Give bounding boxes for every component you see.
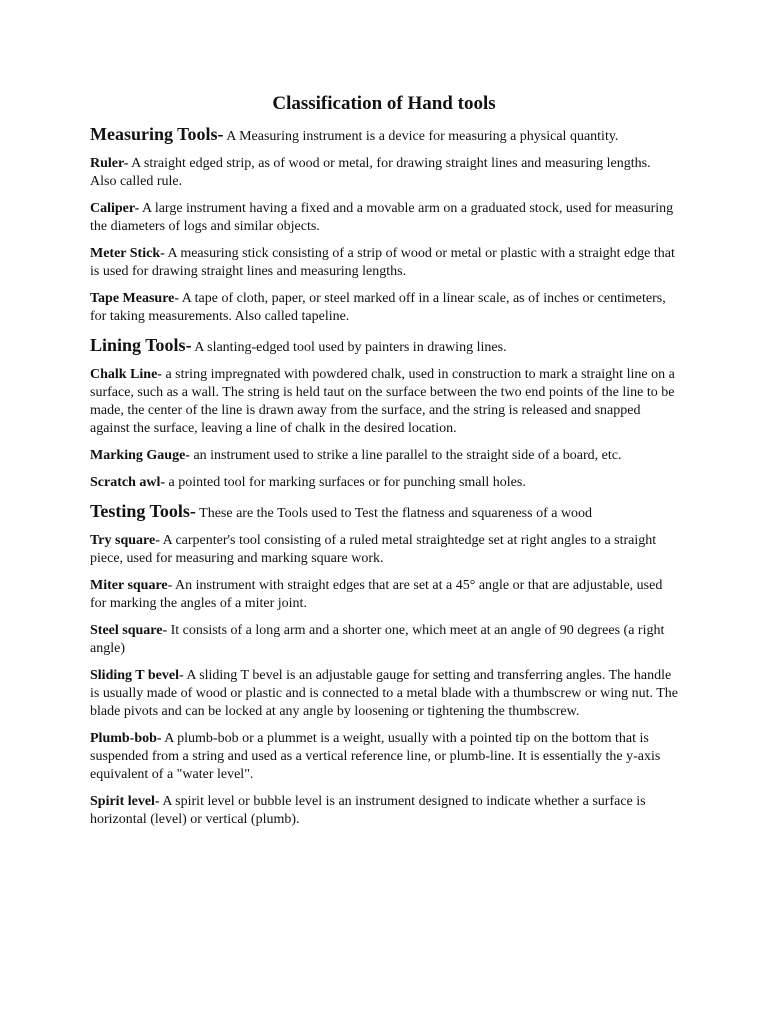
definition-entry — [90, 245, 678, 281]
term: Try square- — [90, 533, 160, 548]
definition-entry — [90, 447, 678, 465]
section-heading — [90, 124, 678, 147]
term: Ruler- — [90, 156, 129, 171]
definition-entry — [90, 290, 678, 326]
definition-entry — [90, 793, 678, 829]
definition-entry — [90, 622, 678, 658]
section-lining-tools — [90, 335, 678, 492]
definition-entry — [90, 532, 678, 568]
term: Meter Stick- — [90, 246, 165, 261]
definition: A plumb-bob or a plummet is a weight, usually with a pointed tip on the bottom that is suspended from a string and used as a vertical reference line, or plumb-line. It is essentially the y-axis equivalent of a "water level". — [90, 731, 661, 782]
term: Spirit level- — [90, 794, 160, 809]
section-testing-tools — [90, 501, 678, 829]
term: Sliding T bevel- — [90, 668, 184, 683]
definition-entry — [90, 667, 678, 721]
term: Miter square — [90, 578, 168, 593]
term: Chalk Line- — [90, 367, 162, 382]
term: Plumb-bob- — [90, 731, 162, 746]
definition: an instrument used to strike a line parallel to the straight side of a board, etc. — [189, 448, 622, 463]
term: Tape Measure- — [90, 291, 180, 306]
section-label: Measuring Tools- — [90, 124, 224, 144]
term: Caliper- — [90, 201, 140, 216]
definition-entry — [90, 155, 678, 191]
definition: A sliding T bevel is an adjustable gauge for setting and transferring angles. The handle is usually made of wood or plastic and is connected to a metal blade with a thumbscrew or wing nut. The blade pivots and can be locked at any angle by loosening or tightening the thumbscrew. — [90, 668, 678, 719]
section-heading — [90, 335, 678, 358]
definition: a pointed tool for marking surfaces or for punching small holes. — [165, 475, 526, 490]
definition-entry — [90, 366, 678, 438]
definition: A carpenter's tool consisting of a ruled metal straightedge set at right angles to a straight piece, used for measuring and marking square work. — [90, 533, 657, 566]
section-label: Lining Tools- — [90, 335, 192, 355]
section-description: A Measuring instrument is a device for measuring a physical quantity. — [223, 129, 619, 144]
section-heading — [90, 501, 678, 524]
definition: A measuring stick consisting of a strip of wood or metal or plastic with a straight edge that is used for drawing straight lines and measuring lengths. — [90, 246, 675, 279]
term: Marking Gauge- — [90, 448, 190, 463]
term: Scratch awl- — [90, 475, 166, 490]
document-title: Classification of Hand tools — [272, 93, 496, 114]
definition: A straight edged strip, as of wood or metal, for drawing straight lines and measuring lengths. Also called rule. — [90, 156, 651, 189]
definition: a string impregnated with powdered chalk, used in construction to mark a straight line on a surface, such as a wall. The string is held taut on the surface between the two end points of the line to be made, the center of the line is drawn away from the surface, and the string is released and snapped against the surface, leaving a line of chalk in the desired location. — [90, 367, 675, 436]
definition-entry — [90, 200, 678, 236]
definition: A large instrument having a fixed and a movable arm on a graduated stock, used for measuring the diameters of logs and similar objects. — [90, 201, 674, 234]
definition: A spirit level or bubble level is an instrument designed to indicate whether a surface is horizontal (level) or vertical (plumb). — [90, 794, 646, 827]
definition: It consists of a long arm and a shorter one, which meet at an angle of 90 degrees (a right angle) — [90, 623, 665, 656]
section-measuring-tools — [90, 124, 678, 326]
term: Steel square- — [90, 623, 168, 638]
definition: - An instrument with straight edges that are set at a 45° angle or that are adjustable, used for marking the angles of a miter joint. — [90, 578, 663, 611]
definition-entry — [90, 474, 678, 492]
definition: A tape of cloth, paper, or steel marked off in a linear scale, as of inches or centimeters, for taking measurements. Also called tapeline. — [90, 291, 666, 324]
section-label: Testing Tools- — [90, 501, 196, 521]
definition-entry — [90, 730, 678, 784]
section-description: A slanting-edged tool used by painters in drawing lines. — [191, 340, 507, 355]
section-description: These are the Tools used to Test the flatness and squareness of a wood — [195, 506, 593, 521]
definition-entry — [90, 577, 678, 613]
